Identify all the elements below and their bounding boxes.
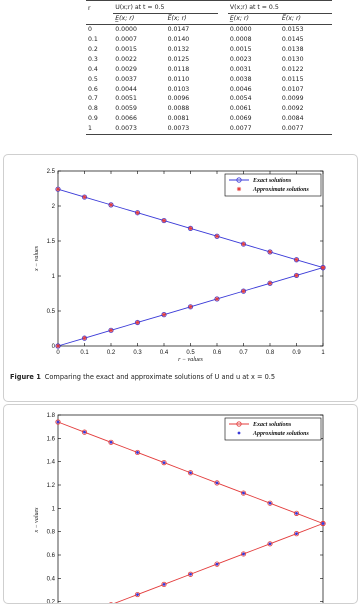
sub-header: E̅(x; r)	[166, 13, 218, 24]
y-tick-label: 1	[51, 506, 55, 513]
value-cell: 0.0130	[281, 55, 304, 63]
value-cell: 0.0015	[115, 46, 137, 53]
table-row	[86, 104, 332, 114]
value-cell: 0.0029	[115, 65, 137, 73]
value-cell: 0.0153	[281, 26, 304, 34]
y-tick-label: 1.8	[46, 413, 55, 419]
value-cell: 0.0069	[229, 115, 252, 123]
y-tick-label: 2	[51, 204, 55, 210]
approx-point	[189, 573, 192, 576]
value-cell: 0.0037	[115, 75, 137, 83]
value-cell: 0.0125	[167, 55, 190, 63]
plot-area	[58, 171, 323, 346]
approx-point	[294, 273, 298, 277]
r-cell: 0.1	[88, 36, 98, 44]
sub-header: E̲(x; r)	[228, 13, 280, 24]
approx-point	[242, 553, 245, 556]
value-cell: 0.0000	[115, 26, 137, 34]
approx-point	[82, 195, 86, 199]
approx-point	[295, 532, 298, 535]
col-r-header: r	[86, 1, 113, 14]
table-row	[86, 74, 332, 84]
legend-exact-label: Exact solutions	[253, 422, 292, 428]
value-cell: 0.0103	[167, 85, 190, 93]
legend-approx-marker	[238, 432, 241, 435]
x-tick-label: 0.5	[186, 350, 195, 356]
legend-exact-label: Exact solutions	[253, 178, 292, 184]
y-tick-label: 1.5	[46, 239, 55, 245]
approx-point	[216, 563, 219, 566]
approx-point	[241, 289, 245, 293]
legend	[225, 174, 321, 196]
approx-point	[269, 542, 272, 545]
value-cell: 0.0038	[229, 75, 252, 83]
legend-approx-marker	[237, 187, 241, 191]
value-cell: 0.0073	[166, 124, 218, 134]
y-tick-label: 1.6	[46, 436, 55, 443]
x-axis-label: r − values	[178, 357, 203, 363]
approx-point	[136, 451, 139, 454]
approx-point	[110, 441, 113, 444]
value-cell: 0.0145	[281, 36, 304, 44]
value-cell: 0.0099	[281, 95, 304, 103]
r-cell: 0	[88, 26, 92, 34]
approx-point	[268, 281, 272, 285]
r-cell: 1	[86, 124, 113, 134]
value-cell: 0.0110	[167, 75, 190, 83]
sub-header: E̲(x; r)	[113, 13, 165, 24]
x-tick-label: 0.2	[106, 350, 116, 356]
r-cell: 0.5	[88, 75, 98, 83]
approx-point	[215, 234, 219, 238]
value-cell: 0.0023	[229, 55, 252, 63]
approx-point	[163, 461, 166, 464]
x-tick-label: 0.4	[159, 350, 169, 356]
value-cell: 0.0066	[115, 115, 137, 123]
x-tick-label: 0.3	[133, 350, 142, 356]
approx-point	[162, 218, 166, 222]
y-axis-label: x − values	[34, 245, 40, 272]
table-row	[86, 35, 332, 45]
x-tick-label: 0.1	[80, 350, 89, 356]
figure-1-chart	[4, 155, 357, 369]
approx-point	[57, 421, 60, 424]
approx-point	[109, 328, 113, 332]
value-cell: 0.0061	[229, 105, 252, 113]
value-cell: 0.0044	[115, 85, 137, 93]
table-row	[86, 54, 332, 64]
value-cell: 0.0147	[167, 26, 190, 34]
x-tick-label: 0.7	[239, 350, 248, 356]
y-tick-label: 0.2	[46, 599, 55, 603]
legend-approx-label: Approximate solutions	[253, 431, 309, 437]
x-tick-label: 0.9	[292, 350, 301, 356]
r-cell: 0.3	[88, 55, 98, 63]
caption-label: Figure 1	[10, 373, 41, 381]
value-cell: 0.0081	[167, 115, 190, 123]
approx-point	[56, 187, 60, 191]
figure-2-chart	[4, 405, 357, 603]
error-table	[86, 0, 332, 135]
x-tick-label: 0.8	[265, 350, 275, 356]
value-cell: 0.0118	[167, 65, 190, 73]
y-tick-label: 0.4	[46, 576, 55, 583]
group-u-header: U(x;r) at t = 0.5	[113, 1, 218, 14]
approx-point	[82, 336, 86, 340]
value-cell: 0.0092	[281, 105, 304, 113]
table-row	[86, 124, 332, 134]
y-tick-label: 2.5	[46, 169, 55, 175]
value-cell: 0.0107	[281, 85, 304, 93]
value-cell: 0.0022	[115, 55, 137, 63]
y-tick-label: 1	[51, 274, 55, 280]
value-cell: 0.0140	[167, 36, 190, 44]
value-cell: 0.0115	[281, 75, 304, 83]
legend	[225, 418, 321, 440]
value-cell: 0.0000	[229, 26, 252, 34]
table-row	[86, 64, 332, 74]
x-tick-label: 1	[321, 350, 325, 356]
r-cell: 0.6	[88, 85, 98, 93]
approx-point	[163, 583, 166, 586]
table-row	[86, 24, 332, 34]
y-tick-label: 1.4	[46, 459, 55, 466]
value-cell: 0.0046	[229, 85, 252, 93]
y-tick-label: 0.8	[46, 529, 55, 536]
table-row	[86, 84, 332, 94]
approx-point	[242, 492, 245, 495]
approx-point	[189, 471, 192, 474]
approx-point	[322, 522, 325, 525]
value-cell: 0.0088	[167, 105, 190, 113]
value-cell: 0.0031	[229, 65, 252, 73]
value-cell: 0.0096	[167, 95, 190, 103]
value-cell: 0.0051	[115, 95, 137, 103]
approx-point	[188, 305, 192, 309]
approx-point	[268, 250, 272, 254]
figure-1-panel	[3, 154, 358, 402]
table-row	[86, 45, 332, 55]
value-cell: 0.0132	[167, 46, 190, 53]
value-cell: 0.0077	[280, 124, 332, 134]
table-row	[86, 114, 332, 124]
y-tick-label: 0.5	[46, 309, 55, 315]
r-cell: 0.9	[88, 115, 98, 123]
approx-point	[269, 502, 272, 505]
r-cell: 0.2	[88, 46, 98, 53]
approx-point	[295, 512, 298, 515]
legend-approx-label: Approximate solutions	[253, 187, 309, 193]
figure-2-panel	[3, 404, 358, 604]
value-cell: 0.0007	[115, 36, 137, 44]
sub-header: E̅(x; r)	[280, 13, 332, 24]
approx-point	[294, 258, 298, 262]
approx-point	[83, 431, 86, 434]
value-cell: 0.0077	[228, 124, 280, 134]
value-cell: 0.0054	[229, 95, 252, 103]
x-tick-label: 0.6	[212, 350, 222, 356]
value-cell: 0.0122	[281, 65, 304, 73]
y-axis-label: x − values	[34, 507, 40, 533]
value-cell: 0.0059	[115, 105, 137, 113]
approx-point	[216, 482, 219, 485]
table-row	[86, 94, 332, 104]
value-cell: 0.0138	[281, 46, 304, 53]
value-cell: 0.0084	[281, 115, 304, 123]
y-tick-label: 1.2	[46, 483, 55, 489]
approx-point	[136, 593, 139, 596]
approx-point	[109, 203, 113, 207]
x-tick-label: 0	[56, 350, 60, 356]
caption-text: Comparing the exact and approximate solutions of U and u at x = 0.5	[44, 373, 276, 381]
approx-point	[241, 242, 245, 246]
figure-1-caption	[10, 373, 275, 381]
y-tick-label: 0.6	[46, 553, 55, 559]
y-tick-label: 0	[51, 344, 55, 350]
r-cell: 0.8	[88, 105, 98, 113]
approx-point	[56, 344, 60, 348]
r-cell: 0.7	[88, 95, 98, 103]
value-cell: 0.0008	[229, 36, 252, 44]
value-cell: 0.0015	[229, 46, 252, 53]
value-cell: 0.0073	[113, 124, 165, 134]
approx-point	[188, 226, 192, 230]
group-v-header: V(x;r) at t = 0.5	[228, 1, 332, 14]
r-cell: 0.4	[88, 65, 98, 73]
